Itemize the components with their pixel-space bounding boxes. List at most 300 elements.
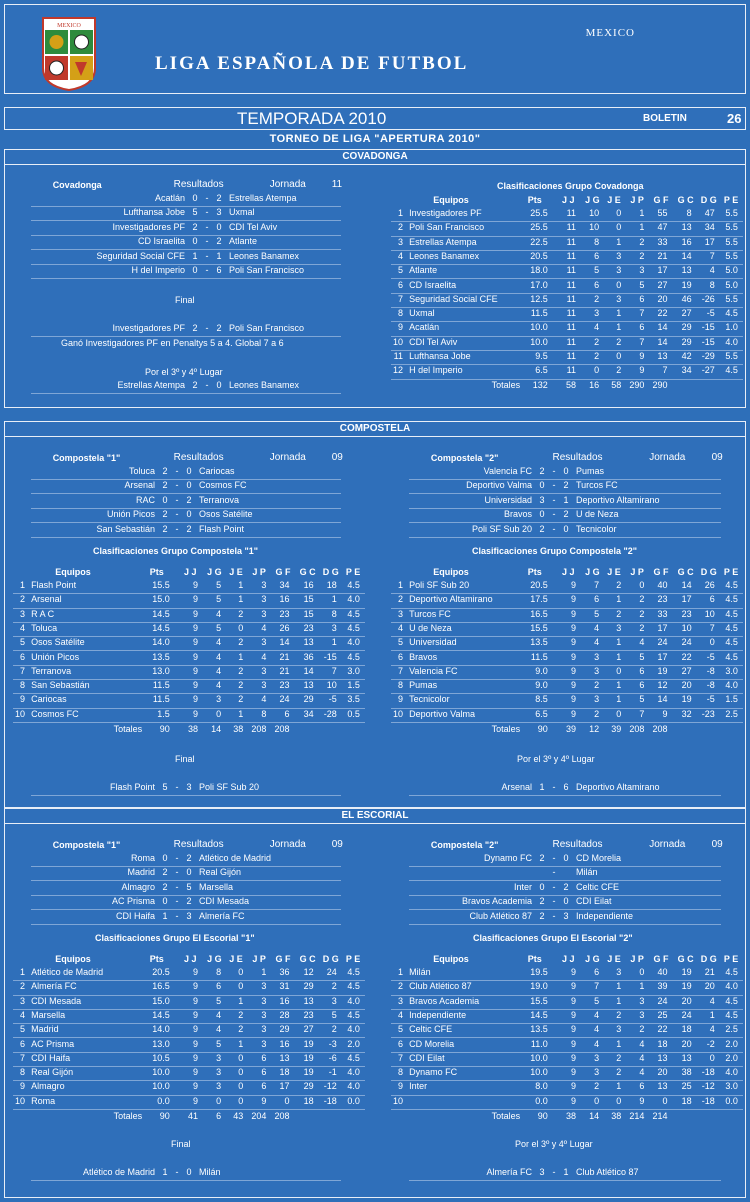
jornada-number: 11 [331, 179, 343, 190]
cell: 3 [594, 308, 600, 319]
home-team: Almería FC [486, 1167, 532, 1177]
cell: 9 [570, 995, 576, 1006]
cell: 9.5 [535, 351, 548, 361]
cell: 9 [570, 608, 576, 619]
home-score: 0 [192, 193, 198, 203]
cell: 13 [279, 1052, 290, 1063]
cell: 9 [192, 651, 198, 662]
match-row [31, 1167, 341, 1181]
column-header: G F [653, 567, 669, 577]
cell: 1 [616, 308, 622, 319]
cell: 0 [662, 1095, 668, 1106]
cell: 1 [639, 222, 645, 233]
standings-row [13, 1039, 365, 1053]
match-row [409, 896, 721, 910]
cell: 11 [393, 351, 403, 361]
away-team: Atlético de Madrid [199, 853, 272, 863]
bulletin-label: BOLETIN [643, 113, 687, 124]
home-team: Madrid [127, 867, 155, 878]
away-score: 3 [186, 782, 192, 792]
final-label: Final [171, 1139, 191, 1149]
home-score: 5 [192, 207, 198, 218]
score-dash: - [552, 523, 556, 534]
cell: 0 [709, 637, 715, 648]
team-name: AC Prisma [31, 1038, 75, 1049]
league-crest-icon [41, 16, 97, 92]
cell: 5.0 [725, 265, 738, 276]
cell: 9 [570, 651, 576, 662]
cell: 2.0 [725, 1038, 738, 1049]
cell: 7 [709, 622, 715, 633]
cell: 4 [397, 250, 403, 261]
final-label: Final [175, 295, 195, 305]
cell: 1 [616, 236, 622, 247]
team-name: Poli SF Sub 20 [409, 580, 470, 590]
cell: 4.5 [347, 981, 360, 992]
match-row [31, 251, 341, 265]
cell: 17.0 [530, 279, 548, 290]
total-value: 132 [532, 380, 548, 390]
cell: 34 [704, 222, 715, 233]
cell: 6 [397, 279, 403, 290]
match-row [31, 896, 341, 910]
cell: 10 [14, 708, 25, 719]
cell: 11 [566, 222, 576, 233]
away-score: 2 [216, 323, 222, 333]
cell: 9 [397, 1081, 403, 1092]
score-dash: - [175, 910, 179, 921]
cell: 3.0 [347, 665, 360, 676]
away-team: Almería FC [199, 910, 245, 921]
cell: 4 [594, 1009, 600, 1020]
cell: 14.5 [530, 1009, 548, 1020]
cell: 11.5 [152, 694, 170, 705]
cell: 3.0 [725, 1081, 738, 1092]
cell: 3 [261, 995, 267, 1006]
column-header: G F [653, 195, 669, 205]
cell: 9 [570, 1052, 576, 1063]
cell: -15 [701, 336, 715, 347]
bulletin-number: 26 [727, 111, 742, 126]
cell: 8.0 [535, 1081, 548, 1092]
team-name: Independiente [409, 1009, 467, 1020]
away-team: Real Gijón [199, 867, 242, 878]
cell: 17 [279, 1081, 290, 1092]
cell: 4.5 [725, 637, 738, 648]
cell: 11.0 [530, 1038, 548, 1049]
cell: 4 [639, 1067, 645, 1078]
cell: 2 [238, 1024, 244, 1035]
cell: 9 [570, 694, 576, 705]
cell: 6 [639, 665, 645, 676]
cell: 5 [216, 594, 222, 605]
cell: 9 [570, 1038, 576, 1049]
cell: 2 [616, 365, 622, 376]
season-title: TEMPORADA 2010 [237, 109, 387, 128]
cell: 16.5 [530, 608, 548, 619]
away-score: 2 [186, 494, 192, 505]
cell: 13.5 [530, 1024, 548, 1035]
home-score: 0 [539, 480, 545, 491]
cell: 38 [681, 1067, 692, 1078]
match-row [31, 207, 341, 221]
cell: 11.5 [530, 308, 548, 319]
cell: 10 [589, 208, 600, 218]
cell: 1 [616, 322, 622, 333]
cell: 4 [216, 608, 222, 619]
table-header [391, 567, 743, 580]
cell: 40 [657, 580, 668, 590]
cell: 4 [639, 637, 645, 648]
standings-row [391, 637, 743, 651]
match-row [31, 466, 341, 480]
away-score: 1 [216, 250, 222, 261]
cell: 25.5 [530, 222, 548, 233]
cell: 4.5 [347, 1052, 360, 1063]
standings-row [13, 623, 365, 637]
home-team: Bravos Academia [461, 896, 532, 907]
cell: 3 [19, 608, 25, 619]
cell: 0 [616, 708, 622, 719]
cell: 19 [303, 1052, 314, 1063]
cell: 3 [397, 608, 403, 619]
cell: 18 [303, 1095, 314, 1106]
cell: 4 [594, 622, 600, 633]
column-header: J G [207, 954, 222, 964]
cell: 21 [704, 967, 715, 977]
cell: 4.5 [725, 308, 738, 319]
cell: 0 [238, 1052, 244, 1063]
cell: 2 [639, 622, 645, 633]
cell: 28 [279, 1009, 290, 1020]
cell: 3 [331, 995, 337, 1006]
home-score: 1 [162, 1167, 168, 1177]
standings-row [13, 637, 365, 651]
cell: 4.0 [725, 680, 738, 691]
cell: 6 [639, 322, 645, 333]
cell: 34 [279, 580, 290, 590]
home-score: 2 [162, 466, 168, 476]
cell: 2 [594, 336, 600, 347]
cell: 5.5 [725, 293, 738, 304]
total-value: 204 [251, 1111, 267, 1121]
cell: -27 [701, 365, 715, 376]
cell: 2 [594, 708, 600, 719]
team-name: Tecnicolor [409, 694, 450, 705]
cell: 14.5 [152, 1009, 170, 1020]
cell: 5 [639, 694, 645, 705]
cell: 14.5 [152, 622, 170, 633]
home-team: Atlético de Madrid [82, 1167, 155, 1177]
team-name: Deportivo Valma [409, 708, 475, 719]
total-value: 16 [589, 380, 600, 390]
cell: 21 [657, 250, 668, 261]
cell: 9 [639, 1095, 645, 1106]
cell: 9 [192, 708, 198, 719]
home-score: 2 [162, 523, 168, 534]
cell: 4.5 [725, 365, 738, 376]
column-header: D G [322, 954, 339, 964]
match-row [409, 782, 721, 796]
score-dash: - [552, 509, 556, 520]
cell: 9 [192, 694, 198, 705]
standings-title: Clasificaciones Grupo El Escorial "2" [473, 933, 633, 943]
cell: -1 [328, 1067, 337, 1078]
cell: 11 [566, 365, 576, 376]
cell: 8 [19, 680, 25, 691]
column-header: J G [585, 954, 600, 964]
cell: 1 [238, 708, 244, 719]
standings-row [13, 981, 365, 995]
column-header: J G [207, 567, 222, 577]
column-header: J P [630, 954, 644, 964]
team-name: Seguridad Social CFE [409, 293, 498, 304]
total-value: 208 [652, 724, 668, 734]
cell: 7 [331, 665, 337, 676]
cell: 3 [331, 622, 337, 633]
team-name: Celtic CFE [409, 1024, 453, 1035]
cell: 0.0 [157, 1095, 170, 1106]
away-team: Uxmal [229, 207, 255, 218]
jornada-number: 09 [711, 839, 723, 850]
cell: 2.0 [725, 1052, 738, 1063]
cell: 1.5 [157, 708, 170, 719]
cell: 0 [238, 1095, 244, 1106]
totals-row [13, 724, 365, 738]
cell: 18 [681, 1095, 692, 1106]
match-row [31, 782, 341, 796]
score-dash: - [552, 910, 556, 921]
cell: 8 [331, 608, 337, 619]
cell: 14 [303, 665, 314, 676]
match-row [31, 323, 341, 337]
column-header: J G [585, 567, 600, 577]
score-dash: - [552, 853, 556, 863]
home-score: 2 [192, 380, 198, 390]
standings-row [391, 208, 743, 222]
total-value: 43 [233, 1111, 244, 1121]
column-header: D G [700, 954, 717, 964]
totals-row [391, 1111, 743, 1125]
cell: 19 [303, 1038, 314, 1049]
cell: 15.0 [152, 594, 170, 605]
cell: 3 [594, 651, 600, 662]
cell: 23 [303, 1009, 314, 1020]
home-team: Club Atlético 87 [469, 910, 532, 921]
score-dash: - [205, 265, 209, 275]
cell: 4 [594, 322, 600, 333]
cell: 10.0 [530, 1052, 548, 1063]
cell: 24 [681, 637, 692, 648]
cell: 8 [397, 308, 403, 319]
cell: 23 [681, 608, 692, 619]
standings-row [391, 652, 743, 666]
cell: 3 [216, 1067, 222, 1078]
away-team: Poli SF Sub 20 [199, 782, 260, 792]
cell: 29 [681, 322, 692, 333]
score-dash: - [175, 523, 179, 534]
standings-row [391, 265, 743, 279]
cell: 29 [279, 1024, 290, 1035]
away-team: Terranova [199, 494, 240, 505]
standings-row [13, 652, 365, 666]
home-team: Toluca [128, 466, 155, 476]
away-score: 0 [216, 221, 222, 232]
cell: 2 [639, 236, 645, 247]
cell: 1 [238, 580, 244, 590]
cell: 5 [397, 637, 403, 648]
total-value: 214 [652, 1111, 668, 1121]
cell: 9 [639, 365, 645, 376]
cell: 0 [594, 365, 600, 376]
cell: 5 [594, 608, 600, 619]
team-name: Acatlán [409, 322, 440, 333]
section-covadonga [4, 149, 746, 408]
standings-row [13, 1053, 365, 1067]
match-row [409, 495, 721, 509]
cell: 1 [616, 1081, 622, 1092]
cell: 9 [192, 594, 198, 605]
away-score: 2 [186, 523, 192, 534]
cell: 15.5 [530, 622, 548, 633]
cell: 6 [19, 651, 25, 662]
group-name: Compostela "2" [430, 840, 499, 850]
cell: 4.5 [725, 622, 738, 633]
cell: 9 [397, 694, 403, 705]
team-name: Cariocas [31, 694, 67, 705]
column-header: Equipos [55, 567, 91, 577]
cell: 9 [192, 680, 198, 691]
cell: 4.5 [725, 1009, 738, 1020]
cell: 4 [594, 637, 600, 648]
cell: 9 [192, 1024, 198, 1035]
away-team: Estrellas Atempa [229, 193, 297, 203]
cell: 4.5 [347, 967, 360, 977]
cell: 13.0 [152, 1038, 170, 1049]
column-header: P E [723, 195, 739, 205]
standings-row [13, 1010, 365, 1024]
cell: 13 [657, 1052, 668, 1063]
section-title: COVADONGA [5, 151, 745, 162]
home-score: 2 [539, 466, 545, 476]
away-team: Turcos FC [576, 480, 618, 491]
results-header [409, 452, 721, 465]
away-team: Independiente [576, 910, 634, 921]
cell: 16 [279, 1038, 290, 1049]
team-name: Bravos [409, 651, 438, 662]
cell: 9 [19, 694, 25, 705]
cell: 6 [19, 1038, 25, 1049]
cell: 7 [594, 580, 600, 590]
cell: 47 [704, 208, 715, 218]
cell: 4.0 [347, 1024, 360, 1035]
cell: 16 [279, 594, 290, 605]
match-row [31, 222, 341, 236]
column-header: J P [630, 567, 644, 577]
home-score: 0 [539, 509, 545, 520]
cell: 18 [657, 1038, 668, 1049]
away-score: 2 [563, 881, 569, 892]
totals-label: Totales [113, 1111, 143, 1121]
score-dash: - [552, 896, 556, 907]
cell: 5 [216, 622, 222, 633]
away-score: 2 [186, 896, 192, 907]
home-score: 2 [539, 853, 545, 863]
away-score: 2 [216, 193, 222, 203]
cell: 2 [616, 1009, 622, 1020]
group-name: Covadonga [52, 180, 102, 190]
cell: 4 [594, 1024, 600, 1035]
cell: 12 [303, 967, 314, 977]
team-name: Milán [409, 967, 431, 977]
cell: 6.5 [535, 708, 548, 719]
cell: 39 [657, 981, 668, 992]
match-row [31, 265, 341, 279]
cell: 8 [686, 208, 692, 218]
cell: 33 [657, 608, 668, 619]
match-row [31, 911, 341, 925]
away-team: Marsella [199, 881, 234, 892]
score-dash: - [205, 207, 209, 218]
cell: 3 [616, 622, 622, 633]
cell: 3 [216, 694, 222, 705]
total-value: 290 [629, 380, 645, 390]
away-team: CDI Eilat [576, 896, 612, 907]
cell: 4 [19, 622, 25, 633]
cell: 13.0 [152, 665, 170, 676]
team-name: Valencia FC [409, 665, 458, 676]
cell: 1.5 [725, 694, 738, 705]
cell: 21 [279, 651, 290, 662]
cell: 9 [192, 1067, 198, 1078]
cell: 4.5 [725, 995, 738, 1006]
team-name: Bravos Academia [409, 995, 480, 1006]
cell: 9 [570, 680, 576, 691]
jornada-label: Jornada [269, 452, 306, 463]
cell: 11.5 [530, 651, 548, 662]
home-score: 1 [162, 910, 168, 921]
team-name: Unión Picos [31, 651, 80, 662]
cell: 23 [279, 680, 290, 691]
cell: 24 [279, 694, 290, 705]
cell: 5 [331, 1009, 337, 1020]
cell: 11 [566, 236, 576, 247]
cell: 55 [657, 208, 668, 218]
cell: -15 [701, 322, 715, 333]
cell: 24 [326, 967, 337, 977]
cell: 32 [681, 708, 692, 719]
cell: 3 [397, 236, 403, 247]
cell: 19 [303, 1067, 314, 1078]
score-dash: - [175, 853, 179, 863]
cell: 13 [657, 1081, 668, 1092]
cell: 4 [216, 665, 222, 676]
cell: 11 [566, 265, 576, 276]
team-name: Atlante [409, 265, 438, 276]
team-name: Uxmal [409, 308, 435, 319]
cell: 13 [657, 351, 668, 361]
home-team: Roma [130, 853, 155, 863]
cell: 2 [238, 680, 244, 691]
team-name: Universidad [409, 637, 457, 648]
cell: 1 [331, 637, 337, 648]
away-score: 5 [186, 881, 192, 892]
cell: 5.0 [725, 279, 738, 290]
away-score: 3 [216, 207, 222, 218]
cell: 10.0 [152, 1081, 170, 1092]
column-header: D G [322, 567, 339, 577]
cell: 9 [192, 981, 198, 992]
